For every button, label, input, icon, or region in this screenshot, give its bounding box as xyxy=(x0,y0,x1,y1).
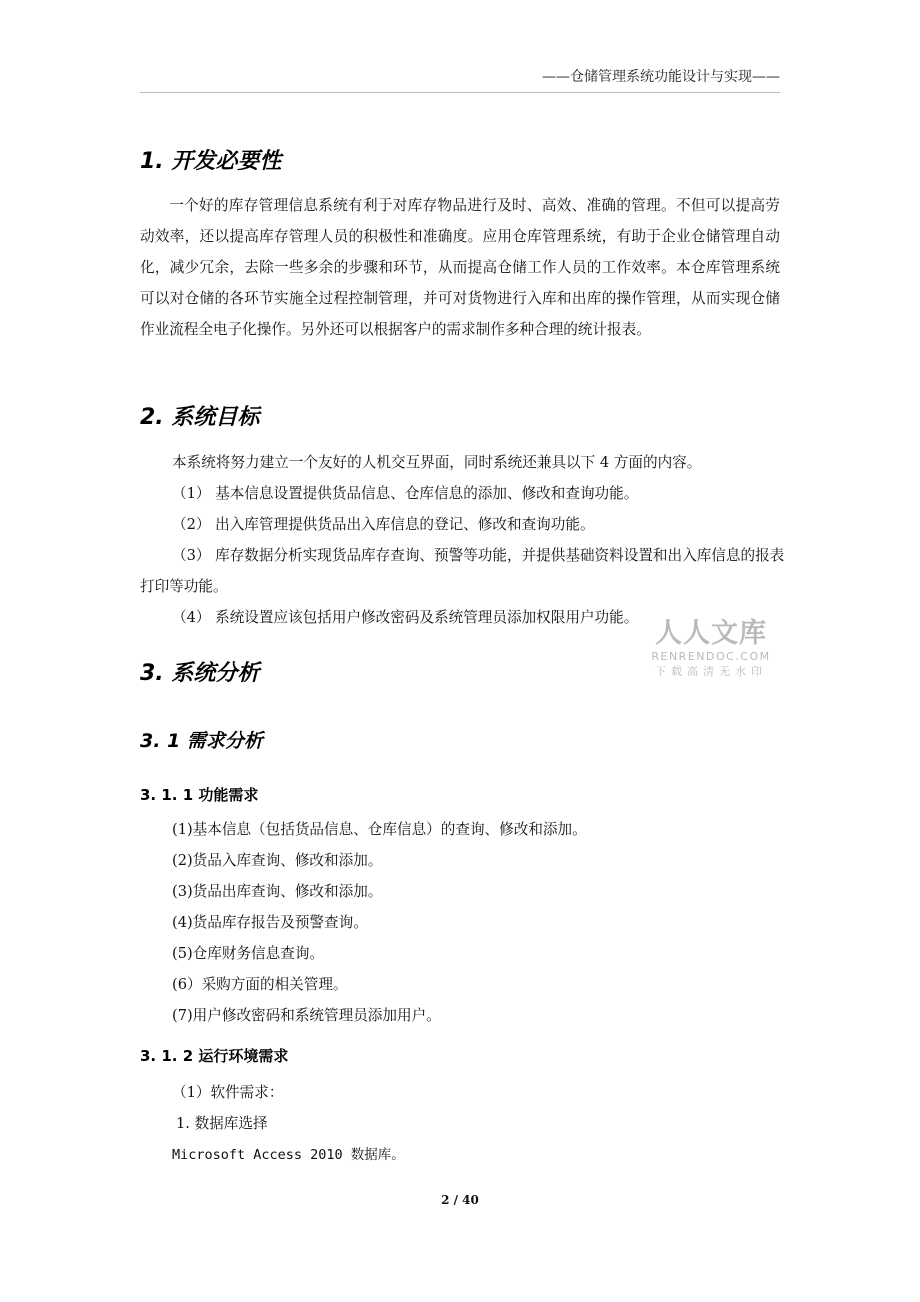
running-header: ——仓储管理系统功能设计与实现—— xyxy=(542,69,780,85)
goal-item-1: （1） 基本信息设置提供货品信息、仓库信息的添加、修改和查询功能。 xyxy=(172,485,639,502)
func-req-item-3: (3)货品出库查询、修改和添加。 xyxy=(172,883,383,900)
heading-system-analysis: 3. 系统分析 xyxy=(140,661,260,686)
watermark-subtitle: 下载高清无水印 xyxy=(655,665,767,678)
goal-item-4: （4） 系统设置应该包括用户修改密码及系统管理员添加权限用户功能。 xyxy=(172,609,639,626)
func-req-item-7: (7)用户修改密码和系统管理员添加用户。 xyxy=(172,1007,441,1024)
database-choice-value: Microsoft Access 2010 数据库。 xyxy=(172,1147,405,1163)
watermark-url: RENRENDOC.COM xyxy=(651,650,771,663)
heading-requirements-analysis: 3. 1 需求分析 xyxy=(140,730,263,752)
watermark xyxy=(648,618,774,679)
watermark-title: 人人文库 xyxy=(655,618,767,649)
page-number: 2 / 40 xyxy=(441,1193,479,1207)
database-choice-label: 1. 数据库选择 xyxy=(176,1115,268,1132)
goal-item-2: （2） 出入库管理提供货品出入库信息的登记、修改和查询功能。 xyxy=(172,516,595,533)
func-req-item-4: (4)货品库存报告及预警查询。 xyxy=(172,914,368,931)
func-req-item-6: (6）采购方面的相关管理。 xyxy=(172,976,348,993)
heading-system-goals: 2. 系统目标 xyxy=(140,405,260,430)
func-req-item-2: (2)货品入库查询、修改和添加。 xyxy=(172,852,383,869)
heading-functional-requirements: 3. 1. 1 功能需求 xyxy=(140,786,259,804)
heading-development-necessity: 1. 开发必要性 xyxy=(140,149,282,174)
goal-item-3: （3） 库存数据分析实现货品库存查询、预警等功能，并提供基础资料设置和出入库信息的报表打印等功能。 xyxy=(140,547,785,595)
func-req-item-5: (5)仓库财务信息查询。 xyxy=(172,945,325,962)
software-requirements-label: （1）软件需求： xyxy=(172,1084,284,1101)
heading-runtime-requirements: 3. 1. 2 运行环境需求 xyxy=(140,1047,289,1065)
header-rule xyxy=(140,92,780,93)
paragraph-development-necessity: 一个好的库存管理信息系统有利于对库存物品进行及时、高效、准确的管理。不但可以提高劳动效率，还以提高库存管理人员的积极性和准确度。应用仓库管理系统，有助于企业仓储管理自动化，减少冗余，去除一些多余的步骤和环节，从而提高仓储工作人员的工作效率。本仓库管理系统可以对仓储的各环节实施全过程控制管理，并可对货物进行入库和出库的操作管理，从而实现仓储作业流程全电子化操作。另外还可以根据客户的需求制作多种合理的统计报表。 xyxy=(140,197,780,338)
func-req-item-1: (1)基本信息（包括货品信息、仓库信息）的查询、修改和添加。 xyxy=(172,821,587,838)
goals-intro: 本系统将努力建立一个友好的人机交互界面，同时系统还兼具以下 4 方面的内容。 xyxy=(172,454,702,471)
